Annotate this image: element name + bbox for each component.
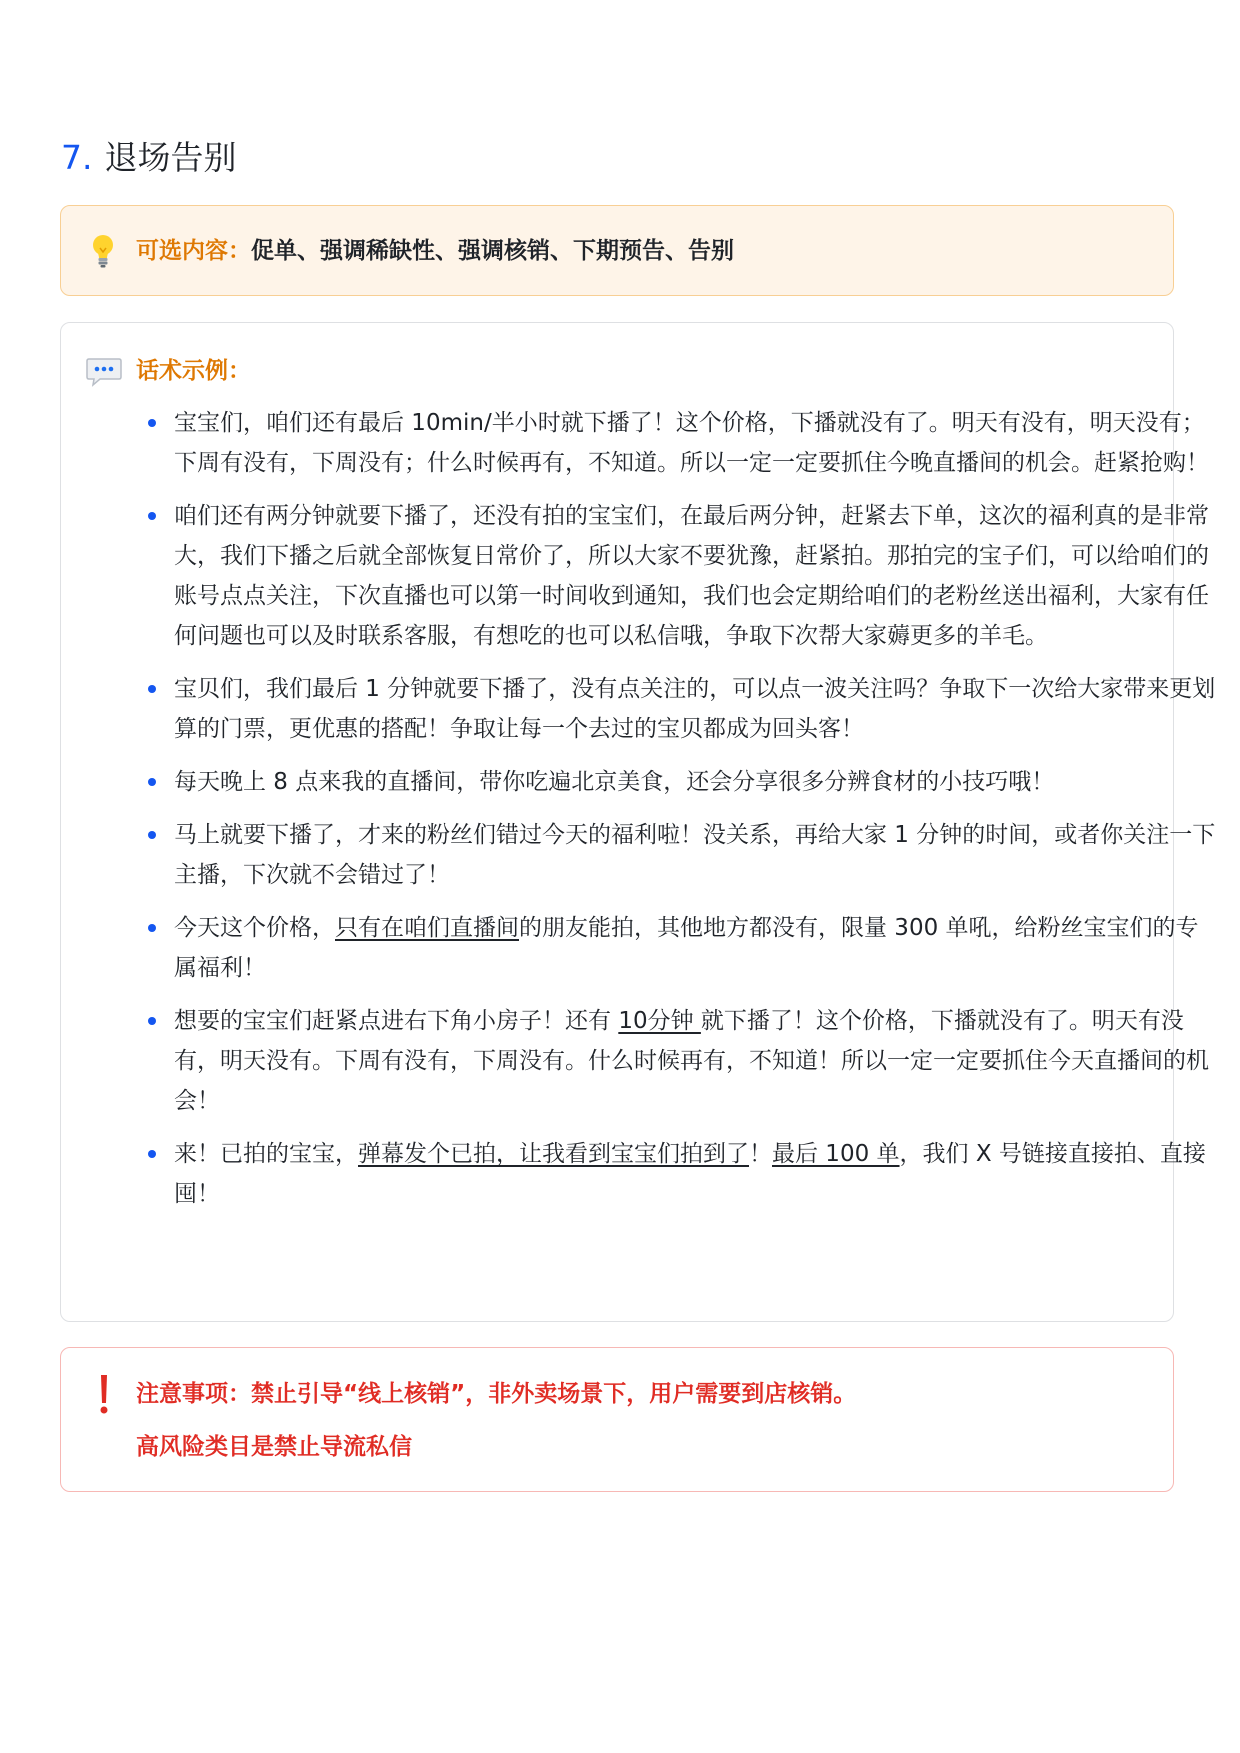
lightbulb-icon (91, 234, 115, 268)
warning-text (136, 1377, 856, 1483)
tip-content: 促单、强调稀缺性、强调核销、下期预告、告别 (251, 238, 734, 264)
list-item: 马上就要下播了，才来的粉丝们错过今天的福利啦！没关系，再给大家 1 分钟的时间，或者你关注一下主播，下次就不会错过了！ (174, 815, 1216, 895)
example-callout (60, 322, 1216, 1322)
list-item: 宝宝们，咱们还有最后 10min/半小时就下播了！这个价格，下播就没有了。明天有没有，明天没有；下周有没有，下周没有；什么时候再有，不知道。所以一定一定要抓住今晚直播间的机会。赶紧抢购！ (174, 403, 1216, 483)
warning-line-2: 高风险类目是禁止导流私信 (136, 1434, 412, 1460)
underlined-phrase: 弹幕发个已拍，让我看到宝宝们拍到了 (358, 1141, 749, 1167)
example-list (174, 403, 1216, 1227)
list-item: 来！已拍的宝宝，弹幕发个已拍，让我看到宝宝们拍到了！最后 100 单，我们 X 号链接直接拍、直接囤！ (174, 1134, 1216, 1214)
tip-callout (60, 205, 1174, 296)
underlined-phrase: 10分钟 (618, 1008, 701, 1034)
exclamation-icon (99, 1375, 109, 1415)
section-heading (61, 136, 237, 180)
underlined-phrase: 最后 100 单 (772, 1141, 900, 1167)
warning-callout (60, 1347, 1174, 1492)
speech-bubble-icon (86, 357, 122, 387)
list-item: 每天晚上 8 点来我的直播间，带你吃遍北京美食，还会分享很多分辨食材的小技巧哦！ (174, 762, 1216, 802)
section-title: 退场告别 (104, 138, 237, 177)
tip-text (136, 235, 734, 267)
list-item: 今天这个价格，只有在咱们直播间的朋友能拍，其他地方都没有，限量 300 单吼，给粉丝宝宝们的专属福利！ (174, 908, 1216, 988)
list-item: 咱们还有两分钟就要下播了，还没有拍的宝宝们，在最后两分钟，赶紧去下单，这次的福利真的是非常大，我们下播之后就全部恢复日常价了，所以大家不要犹豫，赶紧拍。那拍完的宝子们，可以给咱们的账号点点关注，下次直播也可以第一时间收到通知，我们也会定期给咱们的老粉丝送出福利，大家有任何问题也可以及时联系客服，有想吃的也可以私信哦，争取下次帮大家薅更多的羊毛。 (174, 496, 1216, 656)
section-number: 7. (61, 138, 93, 177)
warning-line-1: 注意事项：禁止引导“线上核销”，非外卖场景下，用户需要到店核销。 (136, 1381, 857, 1407)
underlined-phrase: 只有在咱们直播间 (335, 915, 519, 941)
example-title: 话术示例： (136, 358, 251, 384)
tip-label: 可选内容： (136, 238, 251, 264)
list-item: 宝贝们，我们最后 1 分钟就要下播了，没有点关注的，可以点一波关注吗？争取下一次给大家带来更划算的门票，更优惠的搭配！争取让每一个去过的宝贝都成为回头客！ (174, 669, 1216, 749)
list-item: 想要的宝宝们赶紧点进右下角小房子！还有 10分钟 就下播了！这个价格，下播就没有了。明天有没有，明天没有。下周有没有，下周没有。什么时候再有，不知道！所以一定一定要抓住今天直播间的机会！ (174, 1001, 1216, 1121)
